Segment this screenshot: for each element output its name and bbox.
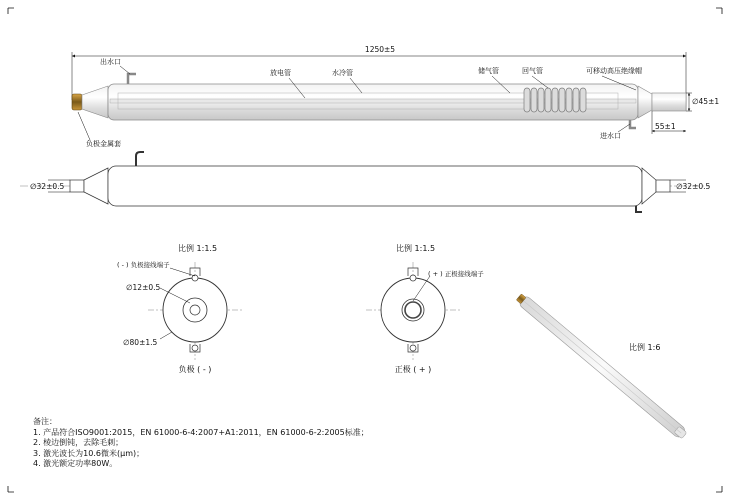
outer-diameter-text: ∅80±1.5 [123,338,158,347]
positive-section-scale: 比例 1:1.5 [396,244,436,253]
positive-end-section [366,243,484,374]
laser-tube-render [72,45,719,148]
discharge-tube-label: 放电管 [270,69,291,77]
laser-tube-outline [20,152,710,212]
negative-end-section [117,243,242,374]
return-gas-tube-label: 回气管 [522,67,543,75]
negative-terminal-label: ( - ) 负极接线端子 [117,261,170,269]
note-item: 1. 产品符合ISO9001:2015，EN 61000-6-4:2007+A1:2011，EN 61000-6-2:2005标准； [33,427,369,437]
negative-metal-sleeve [72,94,82,110]
overall-length-text: 1250±5 [364,45,396,54]
iso-scale-label: 比例 1:6 [629,343,661,352]
inner-diameter-text: ∅12±0.5 [126,283,161,292]
notes-block [33,417,369,470]
note-item: 2. 棱边倒钝，去除毛刺； [33,438,124,447]
water-outlet-nozzle [128,74,136,84]
water-cooling-tube-label: 水冷管 [332,69,353,77]
negative-section-scale: 比例 1:1.5 [178,244,218,253]
end-cap-diameter-text: ∅45±1 [692,97,720,106]
removable-hv-insulation-cap [652,93,686,111]
note-item: 3. 激光波长为10.6微米(μm)； [33,448,145,458]
gas-storage-tube-label: 储气管 [478,67,499,75]
body-diameter-right-text: ∅32±0.5 [676,182,711,191]
isometric-view [515,292,688,440]
water-inlet-nozzle [630,120,636,128]
negative-metal-sleeve-label: 负极金属套 [86,140,121,148]
water-inlet-label: 进水口 [600,132,621,140]
note-item: 4. 激光额定功率80W。 [33,459,118,468]
return-gas-coil [524,88,586,112]
notes-heading: 备注： [33,417,57,426]
end-length-text: 55±1 [655,122,676,131]
hv-insulation-cap-label: 可移动高压绝缘帽 [586,67,642,75]
positive-terminal-label: ( + ) 正极接线端子 [428,270,484,278]
positive-pole-label: 正极 ( + ) [394,365,432,374]
body-diameter-left-text: ∅32±0.5 [30,182,65,191]
water-outlet-label: 出水口 [100,58,121,66]
negative-pole-label: 负极 ( - ) [178,365,212,374]
